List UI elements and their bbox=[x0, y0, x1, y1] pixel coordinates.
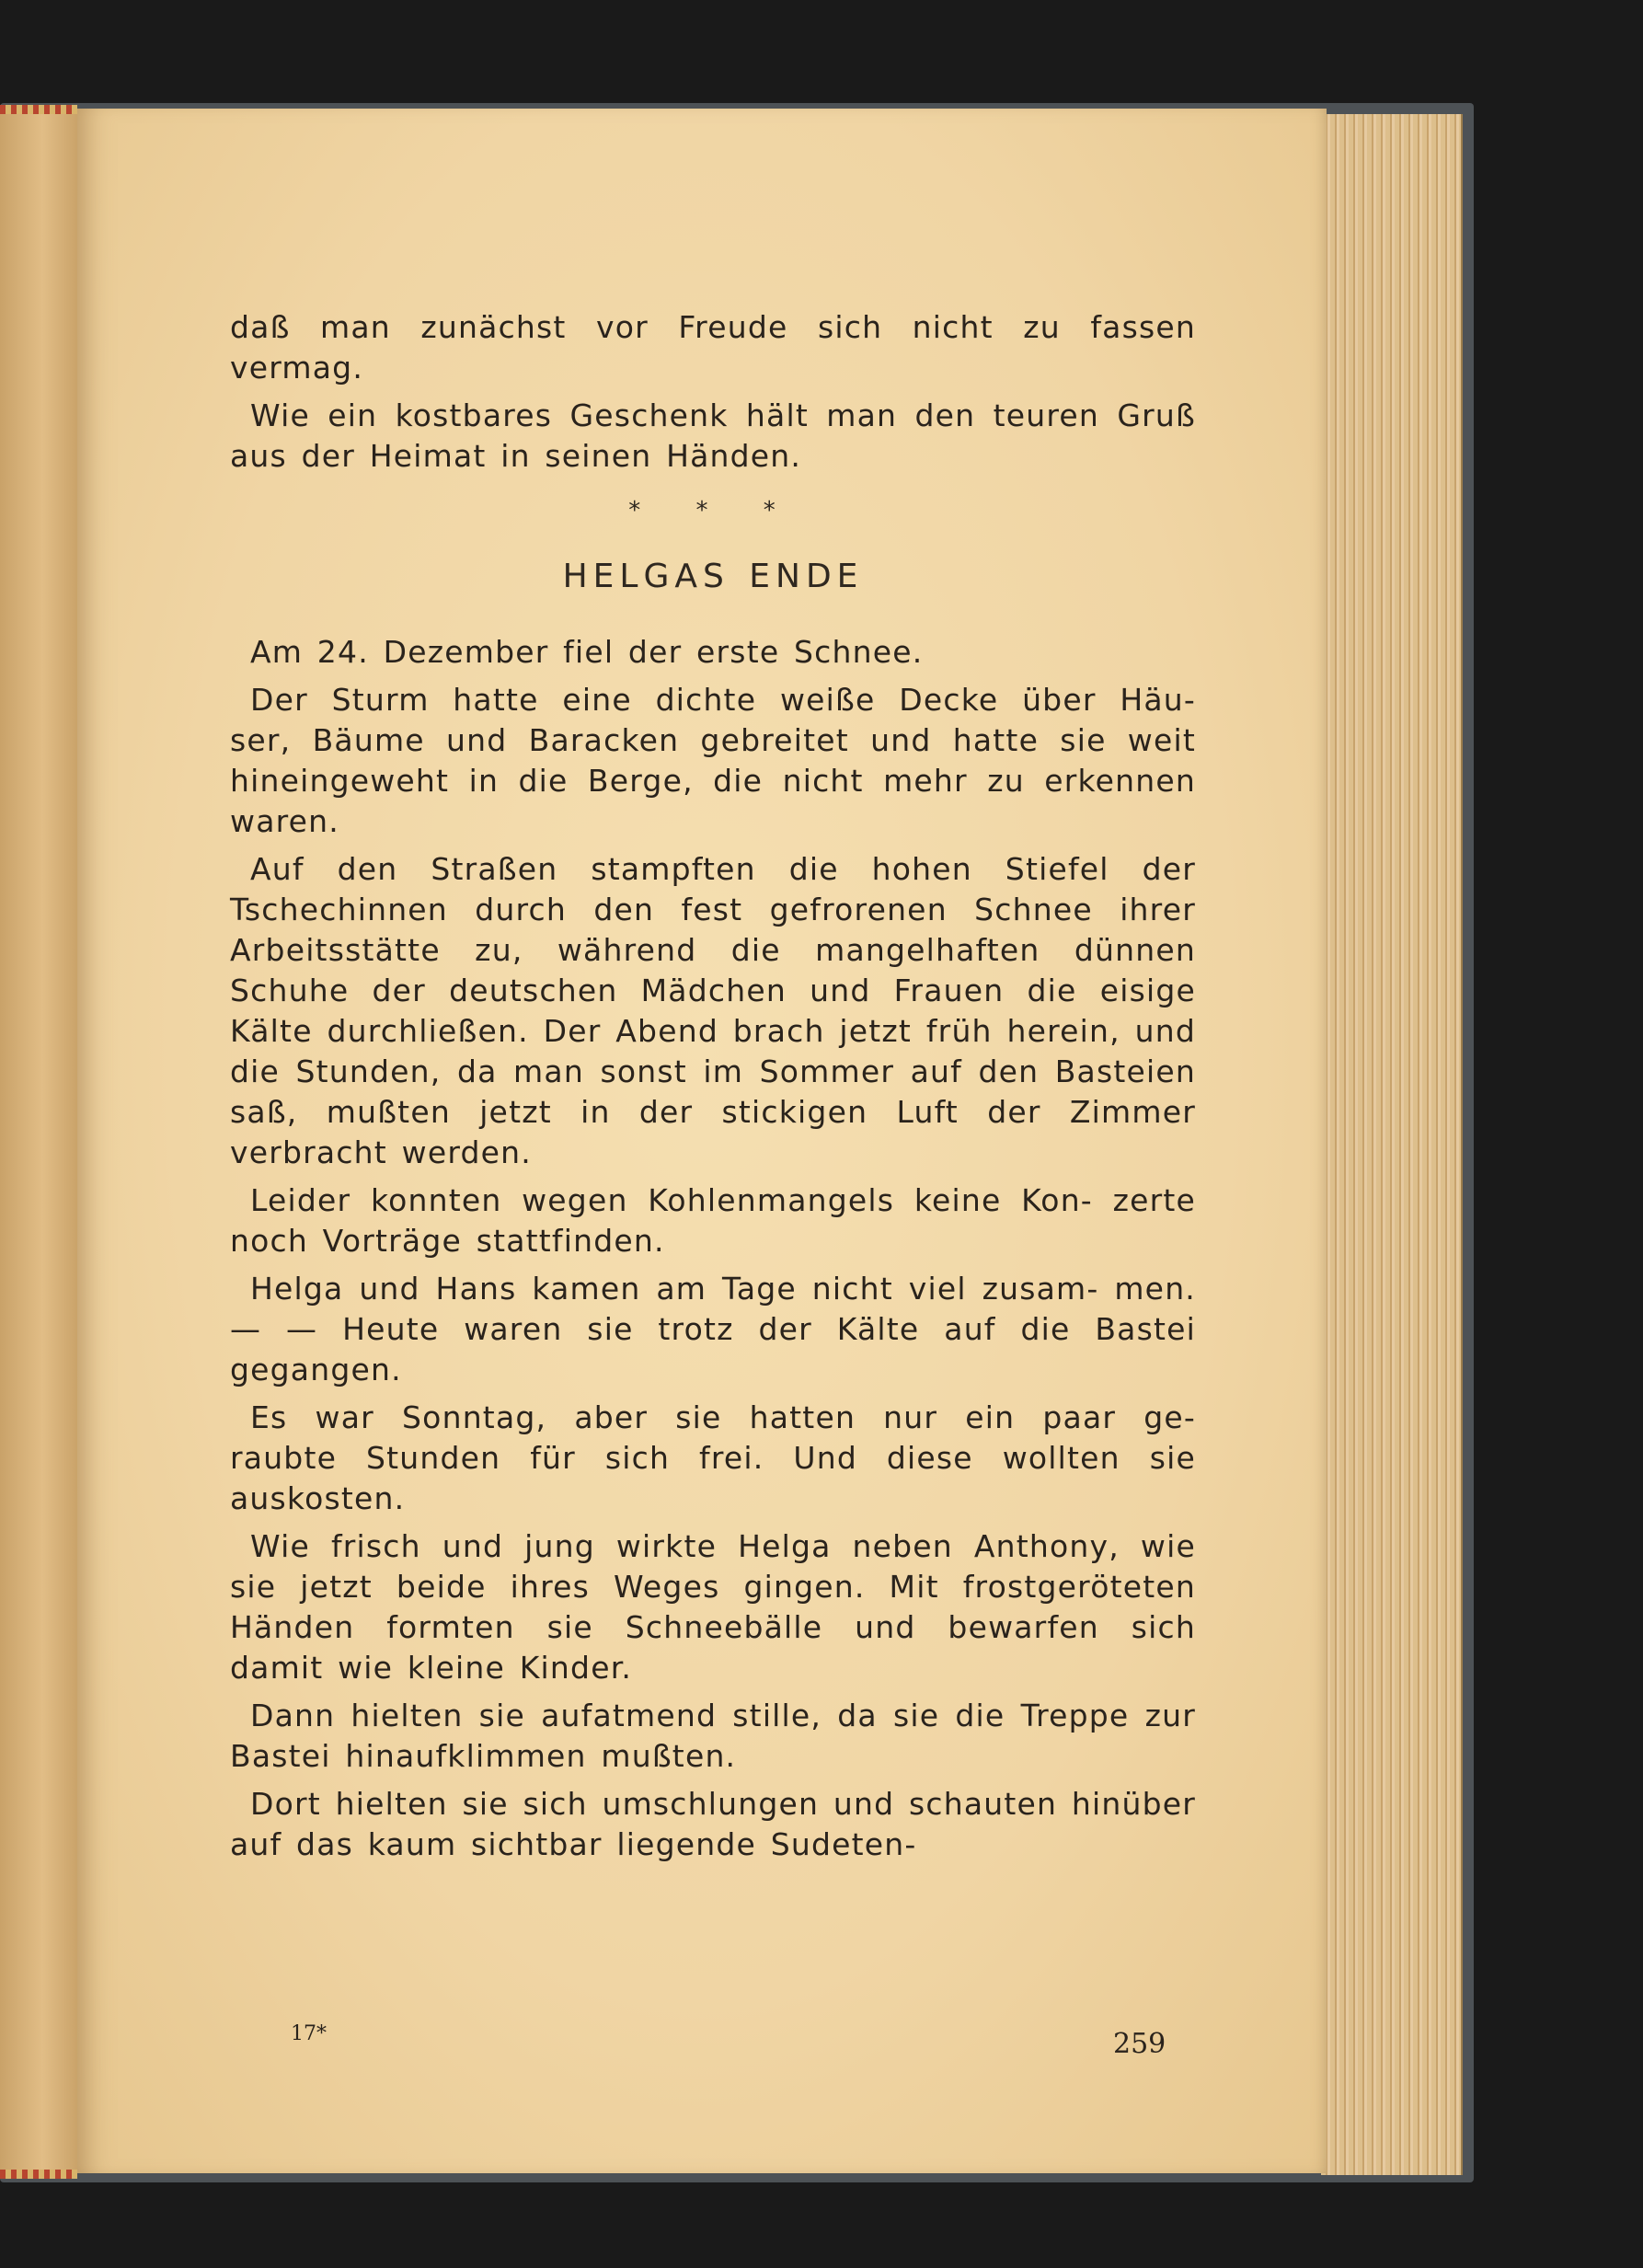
left-page-edge bbox=[0, 110, 77, 2175]
chapter-title: HELGAS ENDE bbox=[562, 558, 864, 595]
intro-paragraph-1: daß man zunächst vor Freude sich nicht zu fassen vermag. bbox=[230, 309, 1196, 386]
paragraph: Am 24. Dezember fiel der erste Schnee. bbox=[250, 634, 924, 670]
paragraph: Leider konnten wegen Kohlenmangels keine Kon- zerte noch Vorträge stattfinden. bbox=[230, 1182, 1196, 1259]
section-break: * * * bbox=[628, 497, 798, 524]
paragraph: Der Sturm hatte eine dichte weiße Decke über Häu- ser, Bäume und Baracken gebreitet und hatte sie weit hineingeweht in die Berge, die nicht mehr zu erkennen waren. bbox=[230, 682, 1196, 839]
page-text bbox=[230, 307, 1196, 1872]
signature-mark: 17* bbox=[291, 2022, 327, 2045]
paragraph: Dort hielten sie sich umschlungen und schauten hinüber auf das kaum sichtbar liegende Sudeten- bbox=[230, 1786, 1196, 1862]
binding-strip-bottom bbox=[0, 2170, 77, 2179]
paragraph: Auf den Straßen stampften die hohen Stiefel der Tschechinnen durch den fest gefrorenen Schnee ihrer Arbeitsstätte zu, während die mangelhaften dünnen Schuhe der deutschen Mädchen und Frauen die eisige Kälte durchließen. Der Abend brach jetzt früh herein, und die Stunden, da man sonst im Sommer auf den Basteien saß, mußten jetzt in der stickigen Luft der Zimmer verbracht werden. bbox=[230, 851, 1196, 1170]
paragraph: Wie frisch und jung wirkte Helga neben Anthony, wie sie jetzt beide ihres Weges gingen. Mit frostgeröteten Händen formten sie Schneebälle und bewarfen sich damit wie kleine Kinder. bbox=[230, 1528, 1196, 1686]
binding-strip-top bbox=[0, 105, 77, 114]
paragraph: Dann hielten sie aufatmend stille, da sie die Treppe zur Bastei hinaufklimmen mußten. bbox=[230, 1698, 1196, 1774]
intro-paragraph-2: Wie ein kostbares Geschenk hält man den teuren Gruß aus der Heimat in seinen Händen. bbox=[230, 397, 1196, 474]
paragraph: Es war Sonntag, aber sie hatten nur ein paar ge- raubte Stunden für sich frei. Und diese wollten sie auskosten. bbox=[230, 1399, 1196, 1516]
paragraph: Helga und Hans kamen am Tage nicht viel zusam- men. — — Heute waren sie trotz der Kälte auf die Bastei gegangen. bbox=[230, 1271, 1196, 1387]
book-page bbox=[77, 109, 1327, 2173]
page-stack-edge bbox=[1321, 114, 1463, 2175]
page-number: 259 bbox=[1113, 2028, 1166, 2060]
